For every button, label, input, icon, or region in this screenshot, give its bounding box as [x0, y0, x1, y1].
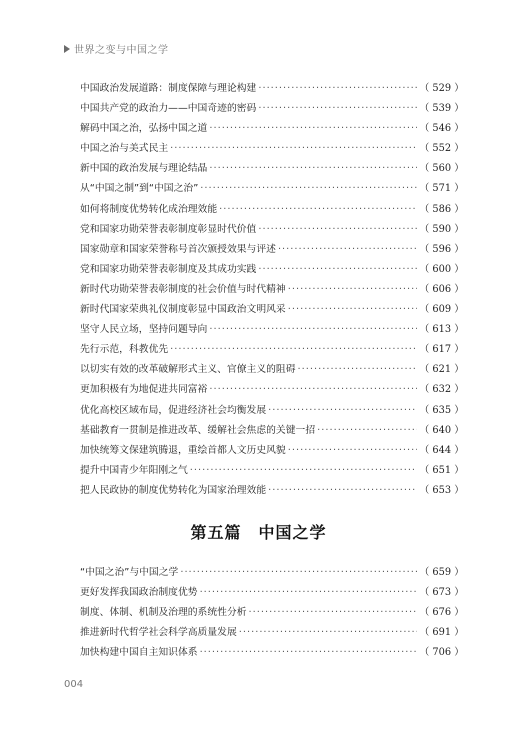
leader-dots [268, 401, 417, 421]
toc-entry-page: （ 651 ） [419, 464, 464, 476]
running-head [64, 41, 169, 56]
leader-dots [219, 200, 417, 220]
toc-entry[interactable] [80, 179, 464, 199]
toc-entry[interactable] [80, 441, 464, 461]
running-head-title: 世界之变与中国之学 [74, 45, 169, 56]
toc-entry[interactable] [80, 401, 464, 421]
toc-entry[interactable] [80, 320, 464, 340]
leader-dots [258, 79, 417, 99]
toc-entry-page: （ 635 ） [419, 404, 464, 416]
toc-entry-title: 基础教育一贯制是推进改革、缓解社会焦虑的关键一招 [80, 424, 316, 436]
toc-entry-page: （ 552 ） [419, 143, 464, 155]
toc-entry[interactable] [80, 583, 464, 603]
leader-dots [200, 583, 418, 603]
toc-entry[interactable] [80, 643, 464, 663]
toc-entry-title: 推进新时代哲学社会科学高质量发展 [80, 627, 237, 639]
toc-entry[interactable] [80, 603, 464, 623]
leader-dots [200, 643, 418, 663]
toc-entry-page: （ 617 ） [419, 344, 464, 356]
toc-entry-page: （ 609 ） [419, 304, 464, 316]
toc-entry-page: （ 600 ） [419, 263, 464, 275]
toc-entry[interactable] [80, 340, 464, 360]
section-title: 第五篇 中国之学 [190, 523, 327, 542]
toc-entry-page: （ 621 ） [419, 364, 464, 376]
toc-entry[interactable] [80, 280, 464, 300]
leader-dots [190, 461, 418, 481]
leader-dots [268, 481, 417, 501]
toc-entry[interactable] [80, 481, 464, 501]
toc-entry-title: 新时代国家荣典礼仪制度彰显中国政治文明风采 [80, 304, 286, 316]
toc-entry-page: （ 590 ） [419, 223, 464, 235]
toc-entry-page: （ 539 ） [419, 103, 464, 115]
toc-entry[interactable] [80, 79, 464, 99]
toc-entry-page: （ 673 ） [419, 587, 464, 599]
toc-entry-title: 党和国家功勋荣誉表彰制度及其成功实践 [80, 263, 257, 275]
toc-entry-page: （ 546 ） [419, 123, 464, 135]
toc-entry-title: 坚守人民立场，坚持问题导向 [80, 324, 208, 336]
toc-entry-title: “中国之治”与中国之学 [80, 567, 179, 578]
toc-entry-title: 加快构建中国自主知识体系 [80, 647, 198, 659]
toc-entry-page: （ 659 ） [419, 567, 464, 578]
toc-entry-page: （ 706 ） [419, 647, 464, 659]
toc-entry[interactable] [80, 99, 464, 119]
toc-entry[interactable] [80, 139, 464, 159]
leader-dots [278, 240, 418, 260]
toc-entry-title: 把人民政协的制度优势转化为国家治理效能 [80, 484, 267, 496]
toc-entry-title: 新中国的政治发展与理论结晶 [80, 163, 208, 175]
leader-dots [249, 603, 418, 623]
leader-dots [200, 179, 417, 199]
toc-entry-page: （ 640 ） [419, 424, 464, 436]
leader-dots [288, 441, 418, 461]
toc-entry-page: （ 586 ） [419, 203, 464, 215]
toc-entry-title: 制度、体制、机制及治理的系统性分析 [80, 607, 247, 619]
leader-dots [288, 280, 418, 300]
leader-dots [258, 260, 417, 280]
toc-entry-title: 从“中国之制”到“中国之治” [80, 183, 199, 195]
toc-entry-title: 先行示范，科教优先 [80, 344, 169, 356]
toc-entry[interactable] [80, 300, 464, 320]
toc-entry[interactable] [80, 159, 464, 179]
toc-entry[interactable] [80, 623, 464, 643]
toc-entry[interactable] [80, 240, 464, 260]
toc-entry[interactable] [80, 260, 464, 280]
toc-entry-page: （ 676 ） [419, 607, 464, 619]
leader-dots [209, 159, 417, 179]
toc-entry-page: （ 653 ） [419, 484, 464, 496]
toc-entry-title: 党和国家功勋荣誉表彰制度彰显时代价值 [80, 223, 257, 235]
leader-dots [258, 99, 417, 119]
toc-entry-page: （ 632 ） [419, 384, 464, 396]
leader-dots [298, 360, 418, 380]
toc-entry-title: 中国政治发展道路：制度保障与理论构建 [80, 83, 257, 94]
page-number: 004 [64, 679, 84, 690]
toc-list-part2 [80, 563, 464, 663]
leader-dots [170, 340, 417, 360]
leader-dots [180, 563, 417, 583]
toc-entry-title: 加快统筹文保建筑腾退，重绘首都人文历史风貌 [80, 444, 286, 456]
toc-entry[interactable] [80, 380, 464, 400]
toc-entry-page: （ 596 ） [419, 243, 464, 255]
toc-entry-title: 新时代功勋荣誉表彰制度的社会价值与时代精神 [80, 283, 286, 295]
toc-entry-title: 中国之治与美式民主 [80, 143, 169, 155]
toc-entry-title: 解码中国之治，弘扬中国之道 [80, 123, 208, 135]
toc-entry-title: 优化高校区域布局，促进经济社会均衡发展 [80, 404, 267, 416]
leader-dots [209, 320, 417, 340]
toc-entry-title: 中国共产党的政治力——中国奇迹的密码 [80, 103, 257, 115]
toc-entry-page: （ 644 ） [419, 444, 464, 456]
leader-dots [170, 139, 417, 159]
leader-dots [209, 380, 417, 400]
triangle-marker-icon [64, 45, 70, 53]
leader-dots [209, 119, 417, 139]
toc-entry[interactable] [80, 220, 464, 240]
toc-entry-page: （ 613 ） [419, 324, 464, 336]
toc-entry-title: 国家勋章和国家荣誉称号首次颁授效果与评述 [80, 243, 276, 255]
toc-list-part1 [80, 79, 464, 501]
leader-dots [288, 300, 418, 320]
toc-entry-page: （ 691 ） [419, 627, 464, 639]
toc-entry-page: （ 529 ） [419, 83, 464, 94]
toc-entry-title: 如何将制度优势转化成治理效能 [80, 203, 218, 215]
leader-dots [317, 421, 417, 441]
toc-entry[interactable] [80, 119, 464, 139]
toc-entry[interactable] [80, 360, 464, 380]
toc-entry-page: （ 571 ） [419, 183, 464, 195]
leader-dots [239, 623, 418, 643]
leader-dots [258, 220, 417, 240]
toc-entry[interactable] [80, 563, 464, 583]
toc-entry-title: 更好发挥我国政治制度优势 [80, 587, 198, 599]
toc-entry[interactable] [80, 200, 464, 220]
toc-entry[interactable] [80, 421, 464, 441]
toc-entry-title: 提升中国青少年阳刚之气 [80, 464, 188, 476]
toc-entry-title: 更加积极有为地促进共同富裕 [80, 384, 208, 396]
toc-entry-page: （ 560 ） [419, 163, 464, 175]
toc-entry-title: 以切实有效的改革破解形式主义、官僚主义的阻碍 [80, 364, 296, 376]
toc-entry-page: （ 606 ） [419, 283, 464, 295]
toc-entry[interactable] [80, 461, 464, 481]
